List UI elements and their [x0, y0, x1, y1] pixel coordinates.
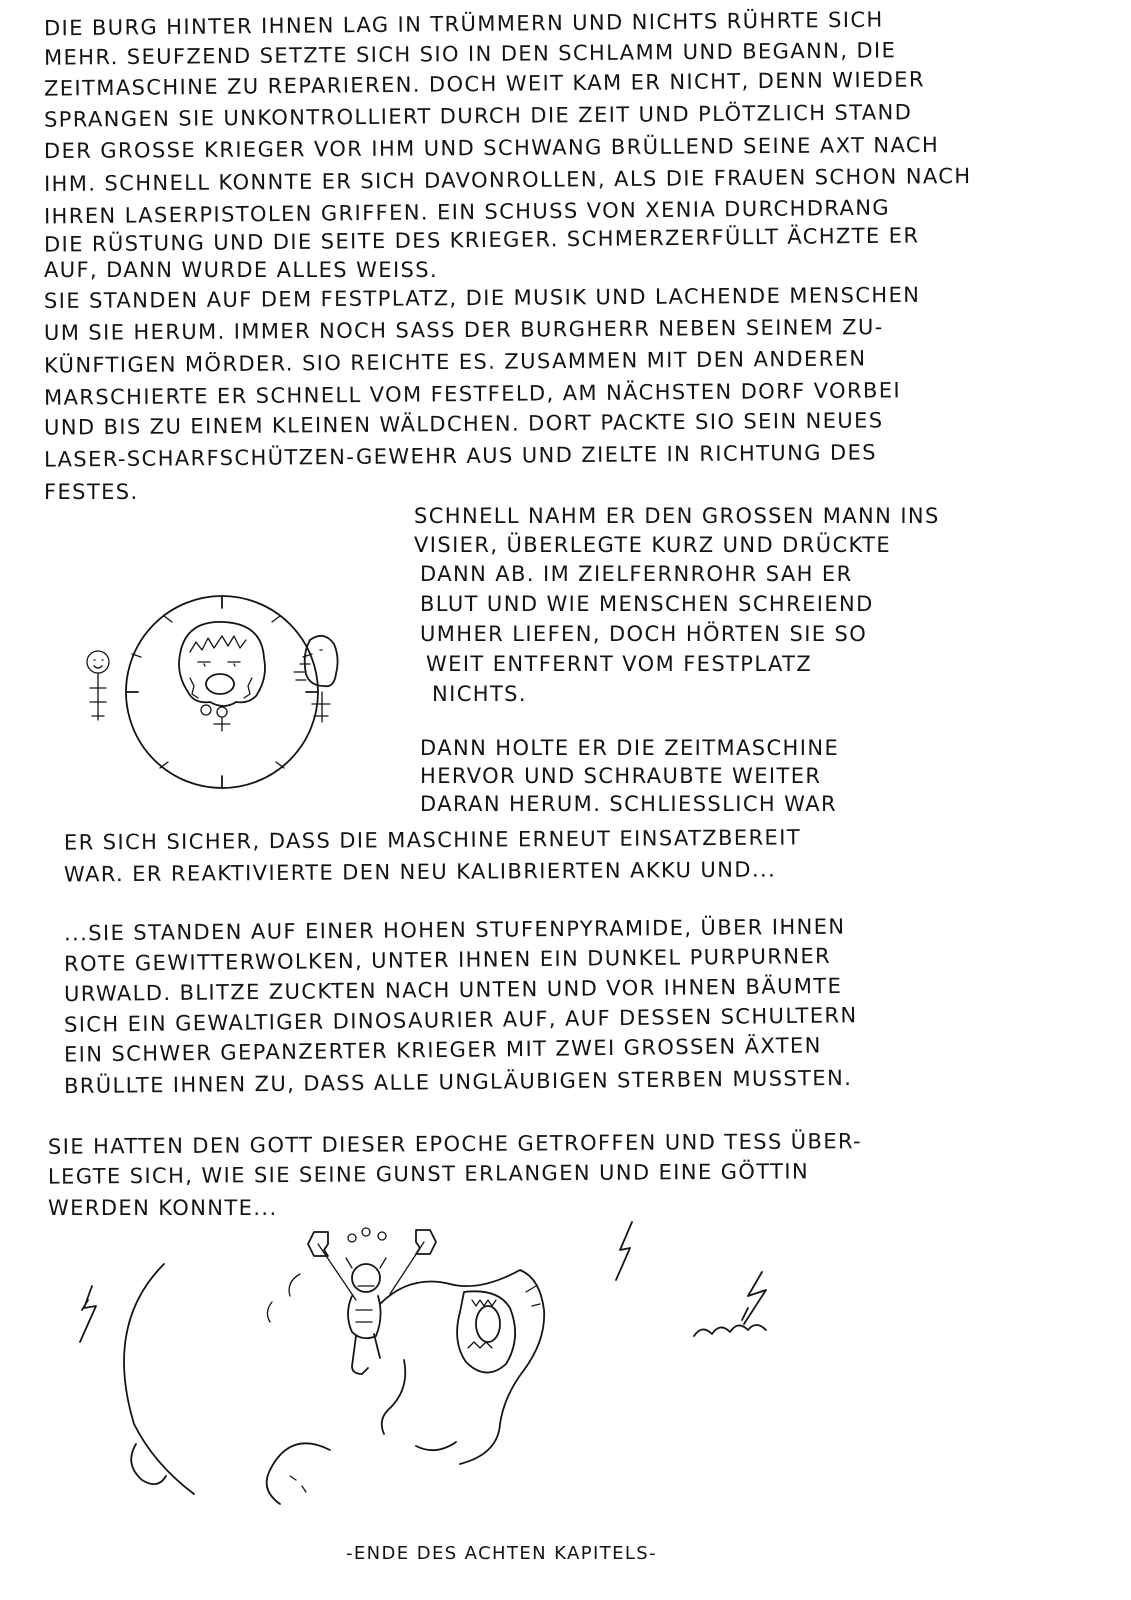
text-line: MARSCHIERTE ER SCHNELL VOM FESTFELD, AM NÄCHSTEN DORF VORBEI: [43, 378, 902, 410]
text-line: SICH EIN GEWALTIGER DINOSAURIER AUF, AUF DESSEN SCHULTERN: [63, 1003, 858, 1037]
text-line: ROTE GEWITTERWOLKEN, UNTER IHNEN EIN DUNKEL PURPURNER: [63, 943, 832, 977]
text-line: SIE HATTEN DEN GOTT DIESER EPOCHE GETROFFEN UND TESS ÜBER-: [47, 1129, 863, 1159]
text-line: LEGTE SICH, WIE SIE SEINE GUNST ERLANGEN UND EINE GÖTTIN: [47, 1159, 810, 1189]
text-line: EIN SCHWER GEPANZERTER KRIEGER MIT ZWEI GROSSEN ÄXTEN: [63, 1033, 822, 1067]
text-line: IHM. SCHNELL KONNTE ER SICH DAVONROLLEN, ALS DIE FRAUEN SCHON NACH: [43, 163, 972, 197]
text-line: DIE RÜSTUNG UND DIE SEITE DES KRIEGER. SCHMERZERFÜLLT ÄCHZTE ER: [43, 223, 920, 257]
text-line: WAR. ER REAKTIVIERTE DEN NEU KALIBRIERTEN AKKU UND...: [63, 857, 777, 887]
text-line: IHREN LASERPISTOLEN GRIFFEN. EIN SCHUSS VON XENIA DURCHDRANG: [43, 195, 891, 229]
text-line: DARAN HERUM. SCHLIESSLICH WAR: [420, 792, 837, 816]
text-line: FESTES.: [44, 480, 139, 504]
dinosaur-warrior-drawing-icon: [40, 1214, 1100, 1514]
text-line: DANN AB. IM ZIELFERNROHR SAH ER: [420, 562, 853, 586]
text-line: URWALD. BLITZE ZUCKTEN NACH UNTEN UND VOR IHNEN BÄUMTE: [63, 973, 843, 1007]
text-line: WEIT ENTFERNT VOM FESTPLATZ: [426, 652, 813, 676]
crosshair-scope-drawing-icon: [72, 592, 372, 832]
text-line: DANN HOLTE ER DIE ZEITMASCHINE: [420, 736, 840, 760]
text-line: VISIER, ÜBERLEGTE KURZ UND DRÜCKTE: [414, 533, 891, 557]
text-line: BRÜLLTE IHNEN ZU, DASS ALLE UNGLÄUBIGEN STERBEN MUSSTEN.: [63, 1065, 853, 1099]
chapter-end-note: -ENDE DES ACHTEN KAPITELS-: [346, 1543, 658, 1564]
text-line: LASER-SCHARFSCHÜTZEN-GEWEHR AUS UND ZIELTE IN RICHTUNG DES: [43, 440, 878, 472]
text-line: MEHR. SEUFZEND SETZTE SICH SIO IN DEN SCHLAMM UND BEGANN, DIE: [43, 38, 897, 70]
text-line: NICHTS.: [432, 682, 527, 706]
text-line: KÜNFTIGEN MÖRDER. SIO REICHTE ES. ZUSAMMEN MIT DEN ANDEREN: [43, 346, 867, 378]
text-line: DIE BURG HINTER IHNEN LAG IN TRÜMMERN UND NICHTS RÜHRTE SICH: [43, 7, 884, 41]
text-line: ZEITMASCHINE ZU REPARIEREN. DOCH WEIT KAM ER NICHT, DENN WIEDER: [43, 67, 926, 101]
text-line: BLUT UND WIE MENSCHEN SCHREIEND: [420, 592, 874, 616]
text-line: SIE STANDEN AUF DEM FESTPLATZ, DIE MUSIK UND LACHENDE MENSCHEN: [43, 282, 921, 314]
text-line: UM SIE HERUM. IMMER NOCH SASS DER BURGHERR NEBEN SEINEM ZU-: [43, 315, 884, 345]
text-line: DER GROSSE KRIEGER VOR IHM UND SCHWANG BRÜLLEND SEINE AXT NACH: [43, 132, 940, 164]
text-line: SCHNELL NAHM ER DEN GROSSEN MANN INS: [414, 504, 940, 528]
text-line: HERVOR UND SCHRAUBTE WEITER: [420, 764, 822, 788]
text-line: UMHER LIEFEN, DOCH HÖRTEN SIE SO: [420, 622, 868, 646]
text-line: WERDEN KONNTE...: [48, 1196, 278, 1220]
text-line: SPRANGEN SIE UNKONTROLLIERT DURCH DIE ZEIT UND PLÖTZLICH STAND: [43, 100, 913, 132]
text-line: AUF, DANN WURDE ALLES WEISS.: [44, 258, 439, 282]
text-line: ...SIE STANDEN AUF EINER HOHEN STUFENPYRAMIDE, ÜBER IHNEN: [63, 914, 846, 946]
text-line: ER SICH SICHER, DASS DIE MASCHINE ERNEUT EINSATZBEREIT: [63, 825, 802, 855]
text-line: UND BIS ZU EINEM KLEINEN WÄLDCHEN. DORT PACKTE SIO SEIN NEUES: [43, 408, 884, 440]
